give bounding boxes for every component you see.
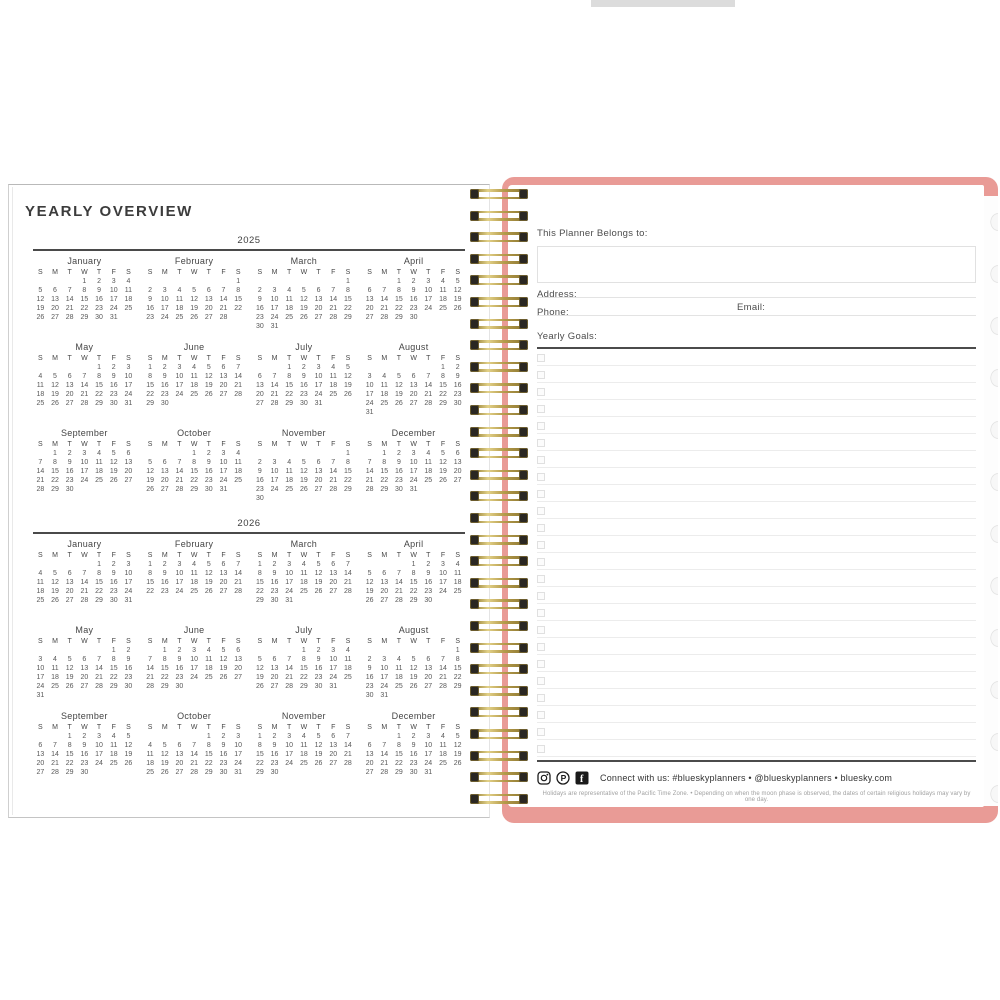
binding-loop	[470, 254, 528, 264]
goal-row	[537, 604, 976, 621]
month-december-2025: December S M T W T F S 1 2 3 4 5 6 7 8 9 10 11 12 13 14 15 16 17 18 19 20 21 22 23 24 25 26 27 28 29 30 31	[365, 428, 462, 493]
goal-checkbox	[537, 507, 545, 515]
goals-bottom-rule	[537, 760, 976, 762]
binding-loop	[470, 383, 528, 393]
fine-print: Holidays are representative of the Pacific Time Zone. • Depending on when the moon phase is observed, the dates of certain religious holidays may vary by one day.	[542, 791, 971, 803]
binding-loop	[470, 535, 528, 545]
connect-text: Connect with us: #blueskyplanners • @blueskyplanners • bluesky.com	[600, 773, 893, 783]
year-label: 2025	[237, 235, 261, 246]
belongs-label: This Planner Belongs to:	[537, 228, 648, 239]
month-may-2025: May S M T W T F S 1 2 3 4 5 6 7 8 9 10 11 12 13 14 15 16 17 18 19 20 21 22 23 24 25 26 27 28 29 30 31	[36, 342, 133, 407]
goal-row	[537, 417, 976, 434]
goal-row	[537, 366, 976, 383]
goal-row	[537, 553, 976, 570]
binding-loop	[470, 599, 528, 609]
binding-loop	[470, 664, 528, 674]
binding-loop	[470, 729, 528, 739]
month-november-2025: November S M T W T F S 1 2 3 4 5 6 7 8 9 10 11 12 13 14 15 16 17 18 19 20 21 22 23 24 25 26 27 28 29 30	[255, 428, 352, 502]
goal-checkbox	[537, 592, 545, 600]
year-rule	[33, 249, 465, 251]
binding-loop	[470, 686, 528, 696]
binding-loop	[470, 772, 528, 782]
goal-checkbox	[537, 422, 545, 430]
month-march-2026: March S M T W T F S 1 2 3 4 5 6 7 8 9 10 11 12 13 14 15 16 17 18 19 20 21 22 23 24 25 26 27 28 29 30 31	[255, 539, 352, 604]
goal-row	[537, 621, 976, 638]
month-april-2026: April S M T W T F S 1 2 3 4 5 6 7 8 9 10 11 12 13 14 15 16 17 18 19 20 21 22 23 24 25 26 27 28 29 30	[365, 539, 462, 604]
goal-row	[537, 689, 976, 706]
goal-checkbox	[537, 711, 545, 719]
binding-loop	[470, 427, 528, 437]
spiral-binding	[466, 185, 536, 807]
month-june-2026: June S M T W T F S 1 2 3 4 5 6 7 8 9 10 11 12 13 14 15 16 17 18 19 20 21 22 23 24 25 26 27 28 29 30	[146, 625, 243, 690]
month-february-2026: February S M T W T F S 1 2 3 4 5 6 7 8 9 10 11 12 13 14 15 16 17 18 19 20 21 22 23 24 25 26 27 28	[146, 539, 243, 595]
belongs-input-box	[537, 246, 976, 283]
month-september-2026: September S M T W T F S 1 2 3 4 5 6 7 8 9 10 11 12 13 14 15 16 17 18 19 20 21 22 23 24 25 26 27 28 29 30	[36, 711, 133, 776]
goal-row	[537, 570, 976, 587]
month-april-2025: April S M T W T F S 1 2 3 4 5 6 7 8 9 10 11 12 13 14 15 16 17 18 19 20 21 22 23 24 25 26 27 28 29 30	[365, 256, 462, 321]
binding-loop	[470, 578, 528, 588]
svg-text:f: f	[580, 774, 584, 785]
binding-loop	[470, 707, 528, 717]
goal-checkbox	[537, 575, 545, 583]
month-september-2025: September S M T W T F S 1 2 3 4 5 6 7 8 9 10 11 12 13 14 15 16 17 18 19 20 21 22 23 24 25 26 27 28 29 30	[36, 428, 133, 493]
month-august-2025: August S M T W T F S 1 2 3 4 5 6 7 8 9 10 11 12 13 14 15 16 17 18 19 20 21 22 23 24 25 26 27 28 29 30 31	[365, 342, 462, 416]
year-label: 2026	[237, 518, 261, 529]
month-november-2026: November S M T W T F S 1 2 3 4 5 6 7 8 9 10 11 12 13 14 15 16 17 18 19 20 21 22 23 24 25 26 27 28 29 30	[255, 711, 352, 776]
month-january-2025: January S M T W T F S 1 2 3 4 5 6 7 8 9 10 11 12 13 14 15 16 17 18 19 20 21 22 23 24 25 26 27 28 29 30 31	[36, 256, 133, 321]
month-january-2026: January S M T W T F S 1 2 3 4 5 6 7 8 9 10 11 12 13 14 15 16 17 18 19 20 21 22 23 24 25 26 27 28 29 30 31	[36, 539, 133, 604]
month-october-2026: October S M T W T F S 1 2 3 4 5 6 7 8 9 10 11 12 13 14 15 16 17 18 19 20 21 22 23 24 25 26 27 28 29 30 31	[146, 711, 243, 776]
goal-checkbox	[537, 558, 545, 566]
month-may-2026: May S M T W T F S 1 2 3 4 5 6 7 8 9 10 11 12 13 14 15 16 17 18 19 20 21 22 23 24 25 26 27 28 29 30 31	[36, 625, 133, 699]
goal-checkbox	[537, 354, 545, 362]
pinterest-icon	[556, 771, 570, 785]
goal-checkbox	[537, 473, 545, 481]
goal-row	[537, 400, 976, 417]
instagram-icon	[537, 771, 551, 785]
goal-checkbox	[537, 745, 545, 753]
goal-row	[537, 723, 976, 740]
page-title: YEARLY OVERVIEW	[25, 203, 193, 220]
goal-row	[537, 502, 976, 519]
goal-checkbox	[537, 456, 545, 464]
address-row	[537, 284, 976, 298]
goal-row	[537, 434, 976, 451]
binding-loop	[470, 794, 528, 804]
planner-belongs-page	[508, 185, 984, 807]
binding-loop	[470, 211, 528, 221]
goal-checkbox	[537, 439, 545, 447]
month-february-2025: February S M T W T F S 1 2 3 4 5 6 7 8 9 10 11 12 13 14 15 16 17 18 19 20 21 22 23 24 25 26 27 28	[146, 256, 243, 321]
email-label: Email:	[737, 302, 766, 313]
goal-checkbox	[537, 677, 545, 685]
month-june-2025: June S M T W T F S 1 2 3 4 5 6 7 8 9 10 11 12 13 14 15 16 17 18 19 20 21 22 23 24 25 26 27 28 29 30	[146, 342, 243, 407]
binding-loop	[470, 189, 528, 199]
phone-label: Phone:	[537, 307, 569, 318]
goal-checkbox	[537, 609, 545, 617]
year-rule	[33, 532, 465, 534]
binding-loop	[470, 405, 528, 415]
goal-row	[537, 485, 976, 502]
goal-row	[537, 536, 976, 553]
goal-row	[537, 706, 976, 723]
binding-loop	[470, 556, 528, 566]
goal-row	[537, 655, 976, 672]
binding-loop	[470, 621, 528, 631]
binding-loop	[470, 470, 528, 480]
goal-checkbox	[537, 524, 545, 532]
phone-email-row	[537, 302, 976, 316]
month-march-2025: March S M T W T F S 1 2 3 4 5 6 7 8 9 10 11 12 13 14 15 16 17 18 19 20 21 22 23 24 25 26 27 28 29 30 31	[255, 256, 352, 330]
month-august-2026: August S M T W T F S 1 2 3 4 5 6 7 8 9 10 11 12 13 14 15 16 17 18 19 20 21 22 23 24 25 26 27 28 29 30 31	[365, 625, 462, 699]
month-december-2026: December S M T W T F S 1 2 3 4 5 6 7 8 9 10 11 12 13 14 15 16 17 18 19 20 21 22 23 24 25 26 27 28 29 30 31	[365, 711, 462, 776]
binding-loop	[470, 297, 528, 307]
goal-row	[537, 451, 976, 468]
goal-row	[537, 587, 976, 604]
month-october-2025: October S M T W T F S 1 2 3 4 5 6 7 8 9 10 11 12 13 14 15 16 17 18 19 20 21 22 23 24 25 26 27 28 29 30 31	[146, 428, 243, 493]
binding-loop	[470, 643, 528, 653]
goal-row	[537, 519, 976, 536]
goal-checkbox	[537, 388, 545, 396]
binding-loop	[470, 513, 528, 523]
goal-row	[537, 672, 976, 689]
binding-loop	[470, 340, 528, 350]
month-july-2026: July S M T W T F S 1 2 3 4 5 6 7 8 9 10 11 12 13 14 15 16 17 18 19 20 21 22 23 24 25 26 27 28 29 30 31	[255, 625, 352, 690]
binding-loop	[470, 319, 528, 329]
goal-row	[537, 349, 976, 366]
goal-row	[537, 740, 976, 757]
goal-checkbox	[537, 405, 545, 413]
yearly-overview-page	[8, 184, 490, 818]
footer	[537, 769, 976, 787]
year-block-2026	[33, 518, 465, 785]
goal-checkbox	[537, 660, 545, 668]
binding-loop	[470, 232, 528, 242]
goal-checkbox	[537, 694, 545, 702]
binding-loop	[470, 362, 528, 372]
svg-text:P: P	[560, 773, 567, 783]
goal-checkbox	[537, 728, 545, 736]
goal-checkbox	[537, 541, 545, 549]
goal-row	[537, 638, 976, 655]
binding-loop	[470, 491, 528, 501]
goal-row	[537, 468, 976, 485]
goal-checkbox	[537, 626, 545, 634]
goal-checkbox	[537, 643, 545, 651]
yearly-goals-label: Yearly Goals:	[537, 331, 598, 342]
background-artifact	[591, 0, 735, 7]
address-label: Address:	[537, 289, 577, 300]
binding-loop	[470, 275, 528, 285]
goal-row	[537, 383, 976, 400]
month-july-2025: July S M T W T F S 1 2 3 4 5 6 7 8 9 10 11 12 13 14 15 16 17 18 19 20 21 22 23 24 25 26 27 28 29 30 31	[255, 342, 352, 407]
goal-checkbox	[537, 490, 545, 498]
facebook-icon	[575, 771, 589, 785]
year-block-2025	[33, 235, 465, 502]
goals-checklist	[537, 349, 976, 757]
binding-loop	[470, 751, 528, 761]
binding-loop	[470, 448, 528, 458]
goal-checkbox	[537, 371, 545, 379]
